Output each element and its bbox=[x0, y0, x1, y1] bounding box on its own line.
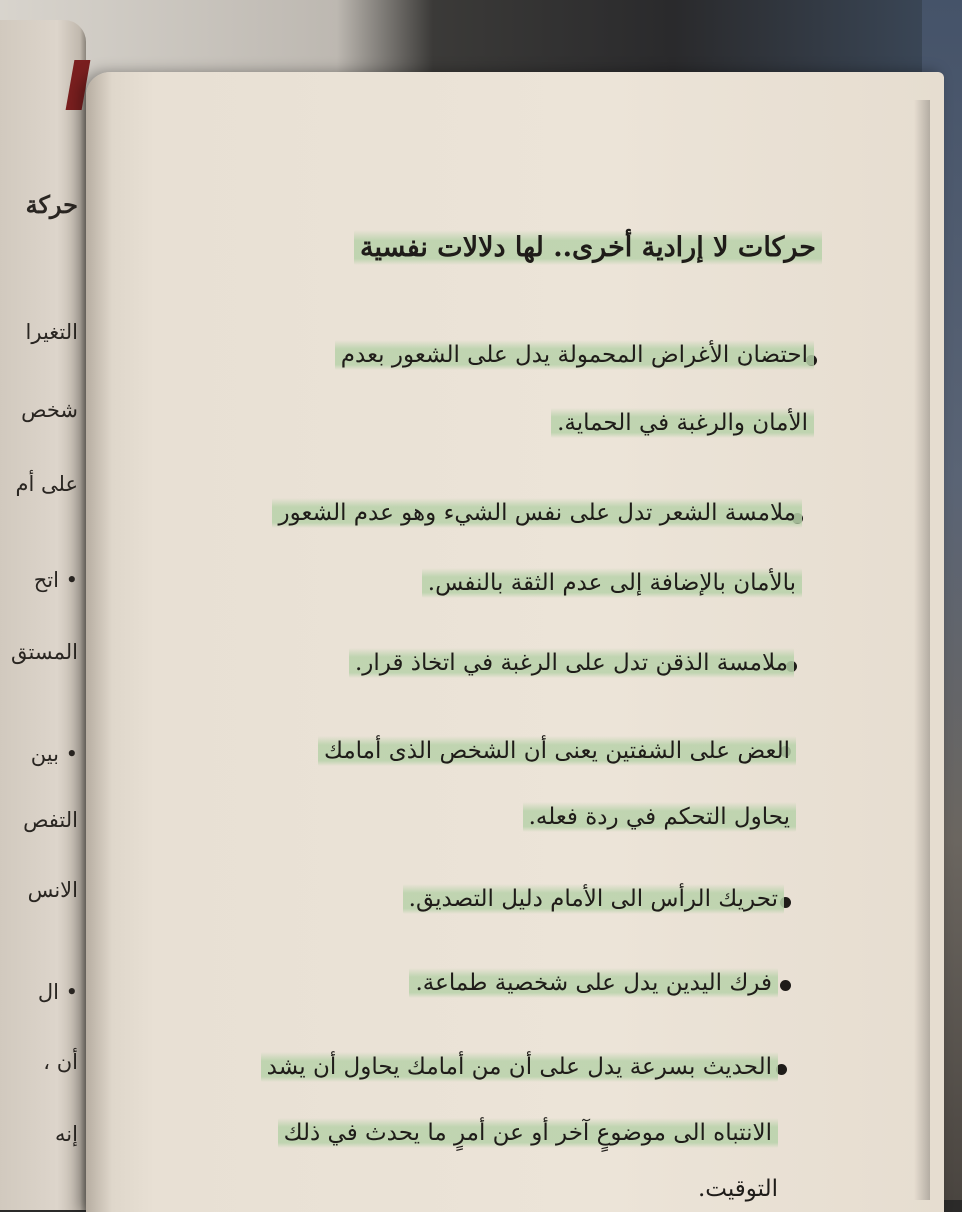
text-line: بالأمان بالإضافة إلى عدم الثقة بالنفس. bbox=[422, 570, 802, 596]
text-line: الأمان والرغبة في الحماية. bbox=[551, 410, 814, 436]
left-page-fragment: التفص bbox=[23, 808, 78, 832]
left-page-fragment: على أم bbox=[15, 472, 78, 496]
page-right-shadow bbox=[914, 100, 930, 1200]
left-page-fragment: • اتح bbox=[33, 568, 78, 592]
text-line: الحديث بسرعة يدل على أن من أمامك يحاول أن يشد bbox=[261, 1054, 778, 1080]
page-title: حركات لا إرادية أخرى.. لها دلالات نفسية bbox=[354, 232, 822, 263]
text-line: التوقيت. bbox=[697, 1176, 778, 1202]
left-page-fragment: التغيرا bbox=[25, 320, 78, 344]
text-line: يحاول التحكم في ردة فعله. bbox=[523, 804, 796, 830]
left-page-fragment: أن ، bbox=[43, 1050, 78, 1074]
text-line: تحريك الرأس الى الأمام دليل التصديق. bbox=[403, 886, 784, 912]
left-page-fragment: شخص bbox=[21, 398, 78, 422]
left-page-fragment: المستق bbox=[11, 640, 78, 664]
text-line: ملامسة الشعر تدل على نفس الشيء وهو عدم الشعور bbox=[272, 500, 802, 526]
text-line: ملامسة الذقن تدل على الرغبة في اتخاذ قرار. bbox=[349, 650, 794, 676]
text-line: العض على الشفتين يعنى أن الشخص الذى أمامك bbox=[318, 738, 796, 764]
bullet-icon bbox=[780, 980, 791, 991]
left-page-fragment: الانس bbox=[27, 878, 78, 902]
left-page-fragment: • بين bbox=[30, 742, 78, 766]
page-gutter-shadow bbox=[86, 72, 112, 1212]
text-line: الانتباه الى موضوعٍ آخر أو عن أمرٍ ما يحدث في ذلك bbox=[278, 1120, 778, 1146]
text-line: فرك اليدين يدل على شخصية طماعة. bbox=[409, 970, 778, 996]
left-page bbox=[0, 20, 86, 1210]
text-line: احتضان الأغراض المحمولة يدل على الشعور بعدم bbox=[335, 342, 814, 368]
left-page-fragment: • ال bbox=[37, 980, 78, 1004]
left-page-fragment: إنه bbox=[55, 1122, 78, 1146]
left-page-fragment: حركة bbox=[25, 190, 78, 219]
